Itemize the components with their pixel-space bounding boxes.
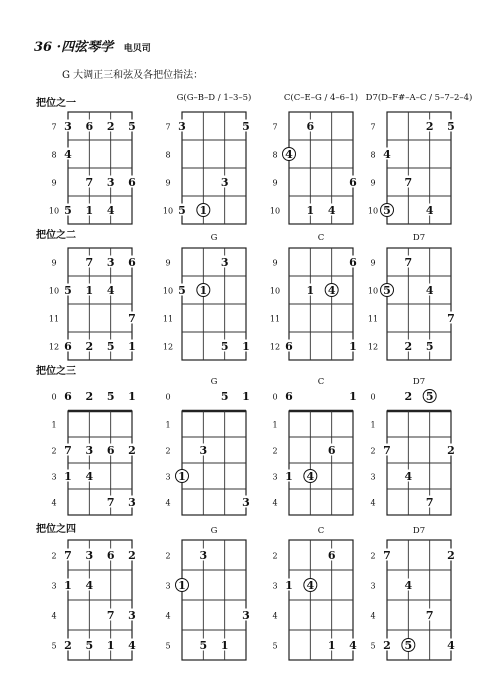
fret-number-label: 9: [370, 178, 376, 188]
note-number: 5: [199, 639, 208, 652]
fret-number-label: 4: [51, 611, 57, 621]
fret-number-label: 4: [165, 611, 171, 621]
fret-number-label: 2: [165, 551, 171, 561]
note-number: 3: [106, 256, 115, 269]
note-number: 4: [327, 284, 336, 297]
fret-number-label: 8: [272, 150, 278, 160]
note-number: 3: [220, 256, 229, 269]
note-number: 3: [199, 549, 208, 562]
note-number: 5: [128, 120, 136, 133]
fret-number-label: 2: [272, 446, 278, 456]
note-number: 7: [85, 256, 94, 269]
fret-number-label: 10: [48, 206, 60, 216]
note-number: 5: [447, 120, 455, 133]
note-number: 3: [128, 496, 136, 509]
note-number: 4: [425, 284, 434, 297]
note-number: 2: [85, 390, 94, 403]
note-number: 7: [64, 549, 72, 562]
fret-number-label: 9: [51, 178, 57, 188]
note-number: 4: [85, 470, 94, 483]
fret-number-label: 3: [165, 472, 171, 482]
fret-number-label: 5: [272, 641, 278, 651]
note-number: 5: [178, 284, 186, 297]
note-number: 5: [404, 639, 413, 652]
fret-number-label: 5: [370, 641, 376, 651]
note-number: 6: [128, 176, 136, 189]
fret-number-label: 2: [272, 551, 278, 561]
section-title-4: 把位之四: [36, 524, 76, 535]
note-number: 1: [349, 340, 357, 353]
note-number: 1: [199, 284, 208, 297]
section-title-3: 把位之三: [36, 366, 76, 377]
fret-number-label: 12: [48, 342, 60, 352]
chord-heading: C: [317, 526, 325, 536]
note-number: 4: [128, 639, 136, 652]
note-number: 3: [199, 444, 208, 457]
fret-number-label: 12: [269, 342, 281, 352]
note-number: 1: [285, 470, 293, 483]
fret-number-label: 8: [165, 150, 171, 160]
note-number: 1: [178, 470, 186, 483]
chord-heading: D7: [412, 526, 426, 536]
note-number: 2: [404, 390, 413, 403]
chord-heading: D7: [412, 233, 426, 243]
fret-number-label: 10: [269, 206, 281, 216]
note-number: 6: [285, 340, 293, 353]
chord-heading: G: [210, 233, 218, 243]
note-number: 3: [64, 120, 72, 133]
fret-number-label: 4: [272, 611, 278, 621]
note-number: 6: [285, 390, 293, 403]
note-number: 5: [64, 284, 72, 297]
chord-heading: G(G–B–D / 1–3–5): [176, 93, 252, 103]
fret-number-label: 0: [370, 392, 376, 402]
fret-number-label: 9: [165, 178, 171, 188]
fret-number-label: 7: [51, 122, 57, 132]
fret-number-label: 4: [51, 498, 57, 508]
fret-number-label: 10: [162, 286, 174, 296]
note-number: 3: [178, 120, 186, 133]
note-number: 4: [383, 148, 391, 161]
note-number: 2: [447, 444, 455, 457]
note-number: 4: [327, 204, 336, 217]
chord-heading: G: [210, 377, 218, 387]
note-number: 6: [64, 340, 72, 353]
fret-number-label: 3: [51, 472, 57, 482]
note-number: 1: [85, 284, 94, 297]
note-number: 7: [106, 609, 115, 622]
fret-number-label: 1: [165, 420, 171, 430]
fret-number-label: 2: [51, 446, 57, 456]
section-title-2: 把位之二: [36, 230, 76, 241]
chord-heading: G: [210, 526, 218, 536]
fret-number-label: 4: [272, 498, 278, 508]
fret-number-label: 12: [367, 342, 379, 352]
intro-text: G 大调正三和弦及各把位指法：: [62, 70, 204, 81]
note-number: 5: [178, 204, 186, 217]
note-number: 5: [425, 340, 434, 353]
note-number: 6: [106, 549, 115, 562]
note-number: 2: [447, 549, 455, 562]
fret-number-label: 3: [272, 581, 278, 591]
note-number: 6: [85, 120, 94, 133]
note-number: 7: [404, 256, 413, 269]
fret-number-label: 2: [370, 551, 376, 561]
note-number: 3: [106, 176, 115, 189]
fret-number-label: 11: [367, 314, 379, 324]
fret-number-label: 12: [162, 342, 174, 352]
note-number: 7: [128, 312, 136, 325]
note-number: 6: [64, 390, 72, 403]
fret-number-label: 9: [370, 258, 376, 268]
fret-number-label: 9: [272, 258, 278, 268]
note-number: 3: [85, 444, 94, 457]
note-number: 6: [327, 444, 336, 457]
chord-heading: C(C–E–G / 4–6–1): [283, 93, 359, 103]
fret-number-label: 9: [51, 258, 57, 268]
note-number: 1: [128, 390, 136, 403]
fret-number-label: 7: [272, 122, 278, 132]
fret-number-label: 9: [272, 178, 278, 188]
note-number: 7: [425, 496, 434, 509]
note-number: 4: [106, 284, 115, 297]
note-number: 4: [64, 148, 72, 161]
note-number: 6: [327, 549, 336, 562]
note-number: 1: [242, 340, 250, 353]
note-number: 3: [85, 549, 94, 562]
fret-number-label: 3: [51, 581, 57, 591]
note-number: 5: [220, 390, 229, 403]
note-number: 1: [327, 639, 336, 652]
chord-heading: D7(D–F#–A–C / 5–7–2–4): [365, 93, 473, 103]
note-number: 2: [128, 549, 136, 562]
note-number: 4: [306, 579, 315, 592]
note-number: 1: [85, 204, 94, 217]
note-number: 7: [383, 444, 391, 457]
section-title-1: 把位之一: [36, 98, 76, 109]
note-number: 7: [106, 496, 115, 509]
note-number: 3: [242, 609, 250, 622]
fret-number-label: 0: [51, 392, 57, 402]
fret-number-label: 8: [51, 150, 57, 160]
fret-number-label: 7: [370, 122, 376, 132]
fret-number-label: 4: [370, 498, 376, 508]
note-number: 5: [220, 340, 229, 353]
note-number: 7: [447, 312, 455, 325]
fret-number-label: 5: [165, 641, 171, 651]
fret-number-label: 8: [370, 150, 376, 160]
fret-number-label: 7: [165, 122, 171, 132]
fret-number-label: 10: [48, 286, 60, 296]
note-number: 2: [404, 340, 413, 353]
note-number: 1: [220, 639, 229, 652]
fret-number-label: 3: [370, 581, 376, 591]
note-number: 4: [425, 204, 434, 217]
note-number: 4: [306, 470, 315, 483]
fret-number-label: 10: [162, 206, 174, 216]
note-number: 4: [447, 639, 455, 652]
note-number: 4: [85, 579, 94, 592]
note-number: 5: [425, 390, 434, 403]
chord-heading: C: [317, 377, 325, 387]
note-number: 2: [425, 120, 434, 133]
note-number: 5: [383, 204, 391, 217]
fret-number-label: 10: [269, 286, 281, 296]
note-number: 6: [106, 444, 115, 457]
fret-number-label: 2: [370, 446, 376, 456]
note-number: 3: [220, 176, 229, 189]
note-number: 4: [404, 470, 413, 483]
note-number: 1: [306, 204, 315, 217]
note-number: 7: [425, 609, 434, 622]
note-number: 5: [106, 390, 115, 403]
note-number: 1: [199, 204, 208, 217]
fret-number-label: 1: [51, 420, 57, 430]
book-subtitle: 电贝司: [123, 44, 151, 54]
note-number: 5: [242, 120, 250, 133]
note-number: 1: [106, 639, 115, 652]
fret-number-label: 9: [165, 258, 171, 268]
note-number: 3: [128, 609, 136, 622]
note-number: 6: [128, 256, 136, 269]
note-number: 1: [64, 579, 72, 592]
note-number: 5: [383, 284, 391, 297]
fret-number-label: 1: [370, 420, 376, 430]
note-number: 1: [128, 340, 136, 353]
fret-number-label: 4: [165, 498, 171, 508]
note-number: 6: [306, 120, 315, 133]
fret-number-label: 3: [165, 581, 171, 591]
fret-number-label: 3: [370, 472, 376, 482]
page-number: 36: [34, 40, 53, 55]
fret-number-label: 0: [165, 392, 171, 402]
note-number: 1: [178, 579, 186, 592]
fret-number-label: 2: [165, 446, 171, 456]
fret-number-label: 1: [272, 420, 278, 430]
chord-heading: D7: [412, 377, 426, 387]
note-number: 2: [64, 639, 72, 652]
note-number: 5: [106, 340, 115, 353]
book-title: ·四弦琴学: [56, 40, 114, 55]
fret-number-label: 10: [367, 286, 379, 296]
fret-number-label: 4: [370, 611, 376, 621]
note-number: 1: [242, 390, 250, 403]
note-number: 1: [349, 390, 357, 403]
fret-number-label: 3: [272, 472, 278, 482]
note-number: 1: [64, 470, 72, 483]
note-number: 4: [349, 639, 357, 652]
note-number: 5: [64, 204, 72, 217]
note-number: 2: [128, 444, 136, 457]
note-number: 3: [242, 496, 250, 509]
note-number: 7: [383, 549, 391, 562]
chord-heading: C: [317, 233, 325, 243]
fret-number-label: 11: [269, 314, 281, 324]
note-number: 2: [383, 639, 391, 652]
note-number: 4: [285, 148, 293, 161]
note-number: 1: [285, 579, 293, 592]
fret-number-label: 2: [51, 551, 57, 561]
fret-number-label: 11: [48, 314, 60, 324]
fret-number-label: 11: [162, 314, 174, 324]
fret-number-label: 10: [367, 206, 379, 216]
note-number: 4: [106, 204, 115, 217]
note-number: 5: [85, 639, 94, 652]
note-number: 7: [85, 176, 94, 189]
note-number: 7: [64, 444, 72, 457]
note-number: 2: [106, 120, 115, 133]
note-number: 4: [404, 579, 413, 592]
fret-number-label: 0: [272, 392, 278, 402]
note-number: 6: [349, 176, 357, 189]
note-number: 1: [306, 284, 315, 297]
fret-number-label: 5: [51, 641, 57, 651]
note-number: 6: [349, 256, 357, 269]
note-number: 7: [404, 176, 413, 189]
note-number: 2: [85, 340, 94, 353]
